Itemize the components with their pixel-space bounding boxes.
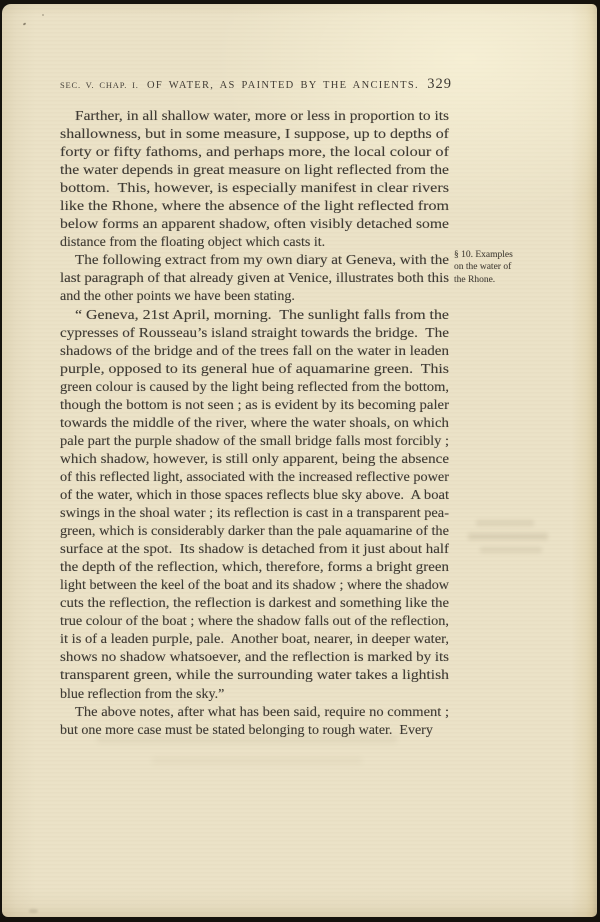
text-line: shallowness, but in some measure, I suppose, up to depths of — [60, 127, 449, 143]
text-line: “ Geneva, 21st April, morning. The sunlight falls from the — [75, 307, 449, 323]
text-line: it is of a leaden purple, pale. Another boat, nearer, in deeper water, — [60, 632, 449, 648]
show-through-mark — [468, 533, 548, 540]
text-line: of the water, which in those spaces reflects blue sky above. A boat — [60, 487, 449, 503]
scan-speck — [23, 22, 27, 25]
text-line: like the Rhone, where the absence of the light reflected from — [60, 199, 450, 215]
running-header — [60, 76, 452, 94]
margin-note — [454, 249, 562, 286]
paragraph — [60, 108, 449, 252]
margin-note-line: on the water of — [454, 262, 512, 273]
text-line: shows no shadow whatsoever, and the reflection is marked by its — [60, 650, 449, 666]
page-title: OF WATER, AS PAINTED BY THE ANCIENTS. — [147, 80, 419, 91]
text-line: purple, opposed to its general hue of aquamarine green. This — [60, 361, 449, 377]
show-through-mark — [476, 520, 534, 526]
text-line: The above notes, after what has been said, require no comment ; — [75, 704, 449, 720]
text-line: Farther, in all shallow water, more or less in proportion to its — [75, 109, 449, 124]
text-line: bottom. This, however, is especially manifest in clear rivers — [60, 181, 449, 197]
text-line: shadows of the bridge and of the trees fall on the water in leaden — [60, 343, 449, 359]
text-line: of this reflected light, associated with the increased reflective power — [60, 469, 449, 485]
scan-speck — [29, 909, 38, 913]
text-line: true colour of the boat ; where the shadow falls out of the reflection, — [60, 614, 449, 630]
paragraph — [60, 307, 449, 704]
text-line: the water depends in great measure on light reflected from the — [60, 163, 450, 179]
section-chapter-label: SEC. V. CHAP. I. — [60, 80, 139, 90]
text-line: which shadow, however, is still only apparent, being the absence — [60, 451, 450, 467]
text-line: last paragraph of that already given at Venice, illustrates both this — [60, 271, 449, 287]
text-line: the depth of the reflection, which, therefore, forms a bright green — [60, 560, 449, 576]
text-line: cuts the reflection, the reflection is darkest and something like the — [60, 596, 449, 612]
show-through-mark — [152, 757, 362, 764]
text-line: towards the middle of the river, where the water shoals, on which — [60, 415, 449, 431]
text-line: light between the keel of the boat and its shadow ; where the shadow — [60, 578, 449, 594]
text-line: green, which is considerably darker than the pale aquamarine of the — [60, 524, 449, 540]
text-line: cypresses of Rousseau’s island straight towards the bridge. The — [60, 325, 449, 341]
text-line: pale part the purple shadow of the small bridge falls most forcibly ; — [60, 433, 449, 449]
margin-note-line: the Rhone. — [454, 274, 496, 285]
text-line: The following extract from my own diary at Geneva, with the — [75, 253, 449, 269]
text-line: below forms an apparent shadow, often visibly detached some — [60, 217, 450, 233]
paragraph — [60, 252, 449, 306]
paper-sheet — [2, 4, 597, 917]
text-line: blue reflection from the sky.” — [60, 686, 225, 702]
show-through-mark — [480, 547, 542, 553]
text-line: and the other points we have been stating. — [60, 289, 295, 305]
text-line: swings in the shoal water ; its reflection is cast in a transparent pea- — [60, 506, 450, 522]
text-line: though the bottom is not seen ; as is evident by its becoming paler — [60, 397, 450, 413]
text-line: but one more case must be stated belonging to rough water. Every — [60, 722, 433, 738]
text-line: surface at the spot. Its shadow is detached from it just about half — [60, 542, 449, 558]
margin-note-line: § 10. Examples — [454, 250, 513, 260]
text-line: distance from the floating object which casts it. — [60, 235, 326, 251]
text-line: transparent green, while the surrounding water takes a lightish — [60, 668, 449, 684]
page-number: 329 — [427, 76, 452, 92]
text-line: green colour is caused by the light being reflected from the bottom, — [60, 379, 449, 395]
text-line: forty or fifty fathoms, and perhaps more, the local colour of — [60, 145, 449, 161]
scan-speck — [42, 14, 44, 16]
body-text — [60, 108, 449, 740]
show-through-mark — [97, 735, 397, 743]
